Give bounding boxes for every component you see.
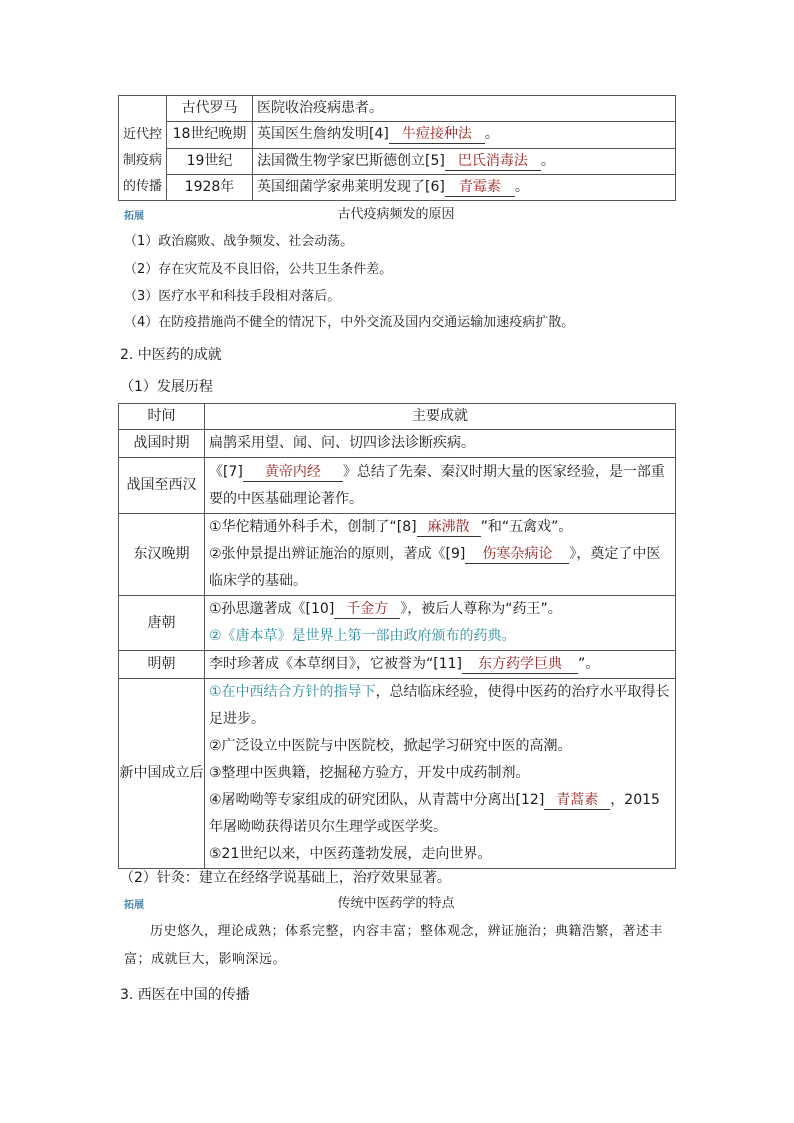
- answer-fill: 巴氏消毒法: [445, 152, 541, 171]
- content-cell: 医院收治疫病患者。: [253, 96, 676, 122]
- content-pre: 李时珍著成《本草纲目》，它被誉为“[11]: [209, 656, 462, 672]
- content-pre: ①华佗精通外科手术，创制了“[8]: [209, 519, 417, 535]
- modern-disease-control-table: [118, 95, 676, 201]
- content-cell: [253, 148, 676, 174]
- content-post: ”。: [578, 656, 600, 672]
- content-pre: ②张仲景提出辨证施治的原则，著成《[9]: [209, 546, 466, 562]
- content-pre: 英国细菌学家弗莱明发现了[6]: [257, 178, 445, 195]
- content-post: ”和“五禽戏”。: [480, 519, 573, 535]
- content-cell: [205, 596, 676, 651]
- table-row: [119, 174, 676, 200]
- time-cell: 战国时期: [119, 430, 205, 458]
- table-row: [119, 430, 676, 458]
- list-item: （2）存在灾荒及不良旧俗，公共卫生条件差。: [124, 262, 393, 277]
- time-cell: 18世纪晚期: [167, 122, 253, 148]
- content-cell: 扁鹊采用望、闻、问、切四诊法诊断疾病。: [205, 430, 676, 458]
- content-post: 。: [484, 126, 499, 143]
- content-line: [209, 514, 671, 541]
- answer-fill: 牛痘接种法: [389, 125, 485, 144]
- extension-tag: 拓展: [124, 900, 144, 911]
- time-cell: 东汉晚期: [119, 514, 205, 596]
- subsection-heading: （1）发展历程: [120, 379, 213, 395]
- time-cell: 1928年: [167, 174, 253, 200]
- time-cell: 明朝: [119, 651, 205, 679]
- table-row: [119, 596, 676, 651]
- highlight-text: ①在中西结合方针的指导下: [209, 684, 376, 700]
- extension-title: 古代疫病频发的原因: [337, 207, 455, 222]
- table-row: [119, 458, 676, 514]
- tcm-achievements-table: [118, 403, 676, 869]
- content-post: 》，奠定了中医临床学的基础。: [209, 546, 661, 589]
- content-post: 。: [540, 152, 555, 169]
- content-line: ②《唐本草》是世界上第一部由政府颁布的药典。: [209, 628, 516, 644]
- content-pre: 法国微生物学家巴斯德创立[5]: [257, 152, 445, 169]
- content-post: ，2015年屠呦呦获得诺贝尔生理学或医学奖。: [209, 792, 660, 835]
- time-cell: 19世纪: [167, 148, 253, 174]
- table-row: [119, 679, 676, 869]
- table-header-row: [119, 404, 676, 430]
- content-line: ⑤21世纪以来，中医药蓬勃发展，走向世界。: [209, 846, 492, 862]
- header-content: 主要成就: [205, 404, 676, 430]
- content-pre: 《[7]: [209, 463, 243, 480]
- table-row: [119, 96, 676, 122]
- table-row: [119, 651, 676, 679]
- extension-paragraph: 历史悠久，理论成熟；体系完整，内容丰富；整体观念，辨证施治；典籍浩繁，著述丰富；成就巨大，影响深远。: [124, 924, 664, 967]
- subsection-heading: （2）针灸：建立在经络学说基础上，治疗效果显著。: [120, 870, 451, 886]
- list-item: （1）政治腐败、战争频发、社会动荡。: [124, 234, 354, 249]
- content-pre: ①孙思邈著成《[10]: [209, 601, 335, 617]
- content-post: 》总结了先秦、秦汉时期大量的医家经验，是一部重要的中医基础理论著作。: [209, 463, 665, 507]
- content-cell: [205, 651, 676, 679]
- time-cell: 古代罗马: [167, 96, 253, 122]
- extension-title: 传统中医药学的特点: [337, 896, 455, 911]
- table-row: [119, 514, 676, 596]
- extension-header: [118, 894, 674, 914]
- list-item: （4）在防疫措施尚不健全的情况下，中外交流及国内交通运输加速疫病扩散。: [124, 315, 575, 330]
- content-line: ②广泛设立中医院与中医院校，掀起学习研究中医的高潮。: [209, 738, 572, 754]
- time-cell: 唐朝: [119, 596, 205, 651]
- content-post: ，总结临床经验，使得中医药的治疗水平取得长足进步。: [209, 684, 670, 727]
- answer-fill: 东方药学巨典: [462, 655, 578, 674]
- answer-fill: 青霉素: [445, 178, 515, 197]
- time-cell: 战国至西汉: [119, 458, 205, 514]
- list-item: （3）医疗水平和科技手段相对落后。: [124, 289, 341, 304]
- content-line: [209, 679, 671, 733]
- answer-fill: 麻沸散: [417, 518, 481, 537]
- section-heading: 3. 西医在中国的传播: [120, 987, 250, 1003]
- answer-fill: 青蒿素: [544, 791, 610, 810]
- extension-header: [118, 205, 674, 225]
- content-cell: [253, 122, 676, 148]
- group-label: 近代控制疫病的传播: [122, 127, 162, 194]
- table-row: [119, 122, 676, 148]
- content-cell: [205, 679, 676, 869]
- content-pre: ④屠呦呦等专家组成的研究团队，从青蒿中分离出[12]: [209, 792, 545, 808]
- time-cell: 新中国成立后: [119, 679, 205, 869]
- answer-fill: 伤寒杂病论: [465, 545, 569, 564]
- content-post: 》，被后人尊称为“药王”。: [400, 601, 562, 617]
- content-cell: [205, 458, 676, 514]
- content-line: [209, 787, 671, 841]
- content-cell: [205, 514, 676, 596]
- content-line: ③整理中医典籍，挖掘秘方验方，开发中成药制剂。: [209, 765, 530, 781]
- extension-tag: 拓展: [124, 211, 144, 222]
- content-pre: 英国医生詹纳发明[4]: [257, 126, 389, 143]
- content-line: [209, 541, 671, 595]
- table-row: [119, 148, 676, 174]
- content-cell: [253, 174, 676, 200]
- answer-fill: 千金方: [334, 600, 400, 619]
- header-time: 时间: [119, 404, 205, 430]
- content-post: 。: [514, 178, 529, 195]
- content-line: [209, 596, 671, 623]
- section-heading: 2. 中医药的成就: [120, 347, 222, 363]
- answer-fill: 黄帝内经: [243, 463, 343, 482]
- group-label-cell: [119, 96, 167, 201]
